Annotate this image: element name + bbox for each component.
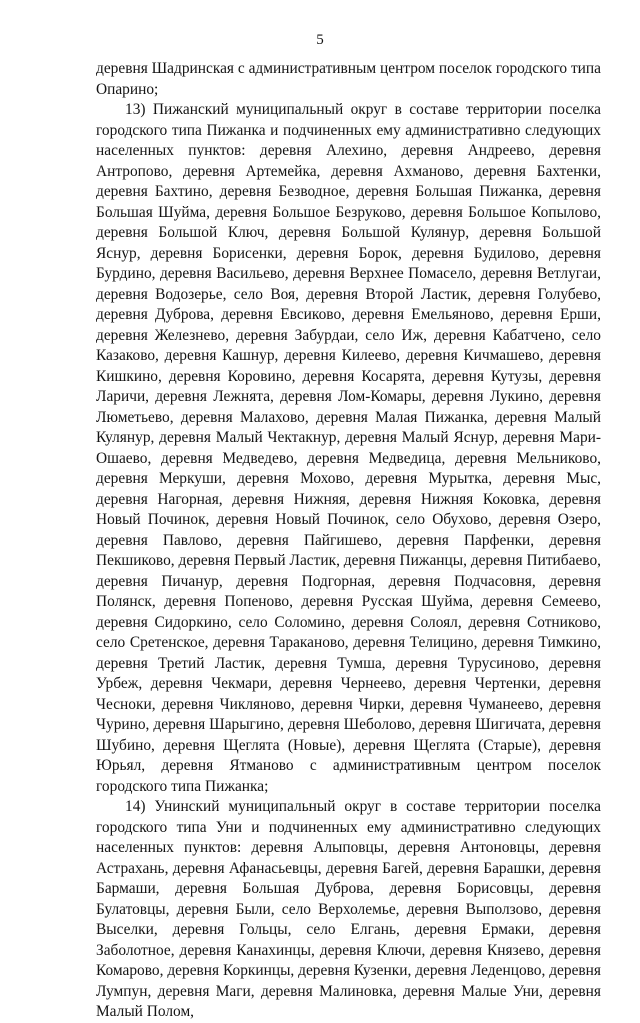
paragraph-uninsky-okrug: 14) Унинский муниципальный округ в составе территории поселка городского типа Уни и подчиненных ему административно следующих населенных пунктов: деревня Алыповцы, деревня Антоновцы, деревня Астрахань, деревня Афанасьевцы, деревня Багей, деревня Барашки, деревня Бармаши, деревня Большая Дуброва, деревня Борисовцы, деревня Булатовцы, деревня Были, село Верхолемье, деревня Выползово, деревня Выселки, деревня Гольцы, село Елгань, деревня Ермаки, деревня Заболотное, деревня Канахинцы, деревня Ключи, деревня Князево, деревня Комарово, деревня Коркинцы, деревня Кузенки, деревня Леденцово, деревня Лумпун, деревня Маги, деревня Малиновка, деревня Малые Уни, деревня Малый Полом,: [96, 798, 601, 1020]
page-number: 5: [316, 32, 324, 48]
paragraph-pizhansky-okrug: 13) Пижанский муниципальный округ в составе территории поселка городского типа Пижанка и подчиненных ему административно следующих населенных пунктов: деревня Алехино, деревня Андреево, деревня Антропово, деревня Артемейка, деревня Ахманово, деревня Бахтенки, деревня Бахтино, деревня Безводное, деревня Большая Пижанка, деревня Большая Шуйма, деревня Большое Безруково, деревня Большое Копылово, деревня Большой Ключ, деревня Большой Кулянур, деревня Большой Яснур, деревня Борисенки, деревня Борок, деревня Будилово, деревня Бурдино, деревня Васильево, деревня Верхнее Помасело, деревня Ветлугаи, деревня Водозерье, село Воя, деревня Второй Ластик, деревня Голубево, деревня Дуброва, деревня Евсиково, деревня Емельяново, деревня Ерши, деревня Железнево, деревня Забурдаи, село Иж, деревня Кабатчено, село Казаково, деревня Кашнур, деревня Килеево, деревня Кичмашево, деревня Кишкино, деревня Коровино, деревня Косарята, деревня Кутузы, деревня Ларичи, деревня Лежнята, деревня Лом-Комары, деревня Лукино, деревня Люметьево, деревня Малахово, деревня Малая Пижанка, деревня Малый Кулянур, деревня Малый Чектакнур, деревня Малый Яснур, деревня Мари-Ошаево, деревня Медведево, деревня Медведица, деревня Мельниково, деревня Меркуши, деревня Мохово, деревня Мурытка, деревня Мыс, деревня Нагорная, деревня Нижняя, деревня Нижняя Коковка, деревня Новый Починок, деревня Новый Починок, село Обухово, деревня Озеро, деревня Павлово, деревня Пайгишево, деревня Парфенки, деревня Пекшиково, деревня Первый Ластик, деревня Пижанцы, деревня Питибаево, деревня Пичанур, деревня Подгорная, деревня Подчасовня, деревня Полянск, деревня Попеново, деревня Русская Шуйма, деревня Семеево, деревня Сидоркино, село Соломино, деревня Солоял, деревня Сотниково, село Сретенское, деревня Тараканово, деревня Телицино, деревня Тимкино, деревня Третий Ластик, деревня Тумша, деревня Турусиново, деревня Урбеж, деревня Чекмари, деревня Чернеево, деревня Чертенки, деревня Чесноки, деревня Чикляново, деревня Чирки, деревня Чуманеево, деревня Чурино, деревня Шарыгино, деревня Шеболово, деревня Шигичата, деревня Шубино, деревня Щеглята (Новые), деревня Щеглята (Старые), деревня Юрьял, деревня Ятманово с административным центром поселок городского типа Пижанка;: [96, 101, 601, 795]
document-body: [96, 59, 601, 1023]
paragraph-continuation: деревня Шадринская с административным центром поселок городского типа Опарино;: [96, 60, 601, 98]
